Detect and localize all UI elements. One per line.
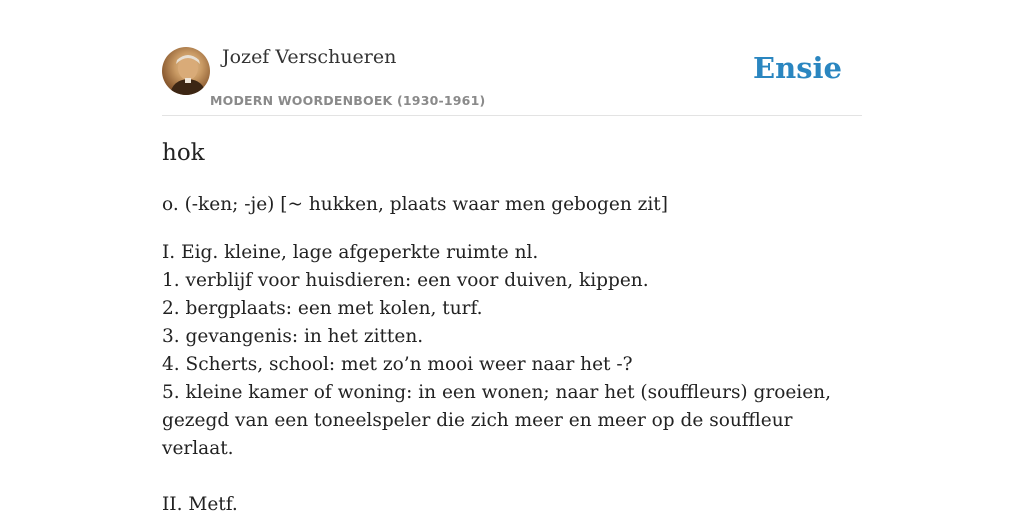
definition-line: 3. gevangenis: in het zitten.	[162, 326, 424, 347]
definition-line: I. Eig. kleine, lage afgeperkte ruimte nl.	[162, 242, 539, 263]
definition-line: 5. kleine kamer of woning: in een wonen; naar het (souffleurs) groeien, gezegd van een toneelspeler die zich meer en meer op de souffleur verlaat.	[162, 382, 831, 459]
grammar-info: o. (-ken; -je) [~ hukken, plaats waar men gebogen zit]	[162, 194, 668, 215]
section-two-heading: II. Metf.	[162, 494, 238, 512]
author-portrait-icon	[162, 47, 210, 95]
section-gap	[162, 463, 862, 491]
author-name[interactable]: Jozef Verschueren	[222, 46, 397, 68]
definition-line: 2. bergplaats: een met kolen, turf.	[162, 298, 483, 319]
headword: hok	[162, 140, 205, 166]
author-avatar[interactable]	[162, 47, 210, 95]
header-divider	[162, 115, 862, 116]
dictionary-source[interactable]: MODERN WOORDENBOEK (1930-1961)	[210, 93, 486, 108]
definition-line: 1. verblijf voor huisdieren: een voor duiven, kippen.	[162, 270, 649, 291]
definition-line: 4. Scherts, school: met zo’n mooi weer naar het -?	[162, 354, 633, 375]
entry-header	[162, 45, 862, 115]
definition-body	[162, 239, 862, 512]
ensie-logo[interactable]: Ensie	[753, 51, 842, 85]
